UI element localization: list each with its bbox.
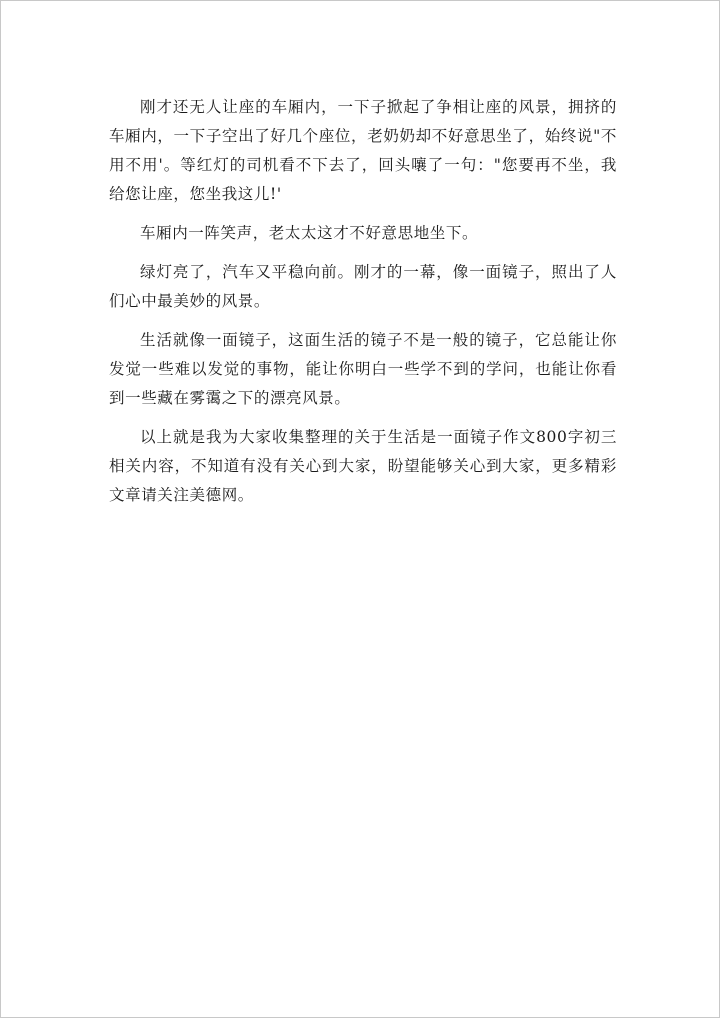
document-body <box>109 93 617 520</box>
paragraph-2: 车厢内一阵笑声，老太太这才不好意思地坐下。 <box>140 224 479 242</box>
paragraph-3: 绿灯亮了，汽车又平稳向前。刚才的一幕，像一面镜子，照出了人们心中最美妙的风景。 <box>109 263 617 310</box>
paragraph-4: 生活就像一面镜子，这面生活的镜子不是一般的镜子，它总能让你发觉一些难以发觉的事物，能让你明白一些学不到的学问，也能让你看到一些藏在雾霭之下的漂亮风景。 <box>109 331 617 407</box>
paragraph-5: 以上就是我为大家收集整理的关于生活是一面镜子作文800字初三相关内容，不知道有没有关心到大家，盼望能够关心到大家，更多精彩文章请关注美德网。 <box>109 428 617 504</box>
paragraph-1: 刚才还无人让座的车厢内，一下子掀起了争相让座的风景，拥挤的车厢内，一下子空出了好几个座位，老奶奶却不好意思坐了，始终说"不用不用'。等红灯的司机看不下去了，回头嚷了一句："您要再不坐，我给您让座，您坐我这儿!' <box>109 98 617 203</box>
